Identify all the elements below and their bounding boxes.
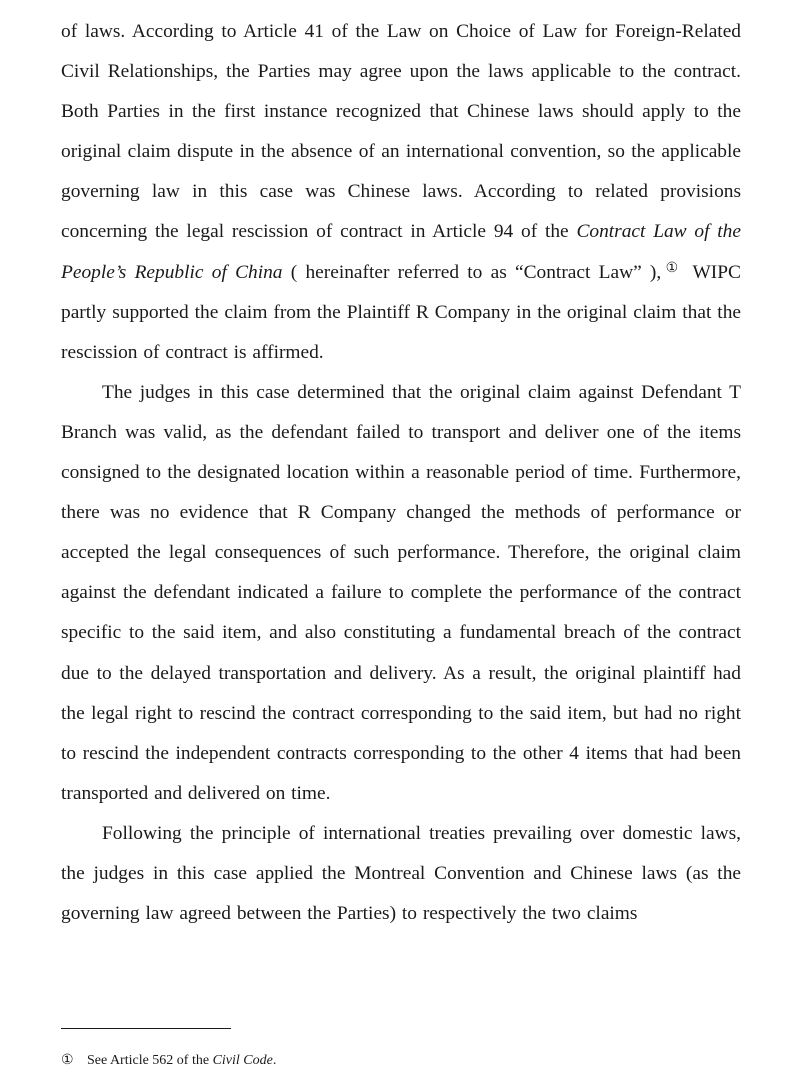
footnote-separator [61,1028,231,1029]
document-page [61,12,741,934]
paragraph-text: ( hereinafter referred to as “Contract Law” ), [282,261,662,283]
footnote-text: See Article 562 of the [87,1053,213,1068]
contract-law-title: Contract Law of the People’s Republic of China [61,221,741,283]
paragraph-original-claim: The judges in this case determined that the original claim against Defendant T Branch was valid, as the defendant failed to transport and deliver one of the items consigned to the designated location within a reasonable period of time. Furthermore, there was no evidence that R Company changed the methods of performance or accepted the legal consequences of such performance. Therefore, the original claim against the defendant indicated a failure to complete the performance of the contract specific to the said item, and also constituting a fundamental breach of the contract due to the delayed transportation and delivery. As a result, the original plaintiff had the legal right to rescind the contract corresponding to the said item, but had no right to rescind the independent contracts corresponding to the other 4 items that had been transported and delivered on time. [61,381,741,804]
civil-code-title: Civil Code [212,1053,273,1068]
footnote [61,1050,276,1072]
footnote-text-end: . [272,1053,277,1068]
footnote-reference[interactable]: ① [663,260,681,276]
footnote-mark: ① [61,1053,74,1068]
paragraph-text: WIPC partly supported the claim from the Plaintiff R Company in the original claim that the rescission of contract is affirmed. [61,261,741,363]
paragraph-text: of laws. According to Article 41 of the Law on Choice of Law for Foreign-Related Civil Relationships, the Parties may agree upon the laws applicable to the contract. Both Parties in the first instance recognized that Chinese laws should apply to the original claim dispute in the absence of an international convention, so the applicable governing law in this case was Chinese laws. According to related provisions concerning the legal rescission of contract in Article 94 of the [61,21,741,243]
paragraph-governing-law [61,12,741,373]
paragraph-treaty-principle: Following the principle of international treaties prevailing over domestic laws, the judges in this case applied the Montreal Convention and Chinese laws (as the governing law agreed between the Parties) to respectively the two claims [61,822,741,925]
